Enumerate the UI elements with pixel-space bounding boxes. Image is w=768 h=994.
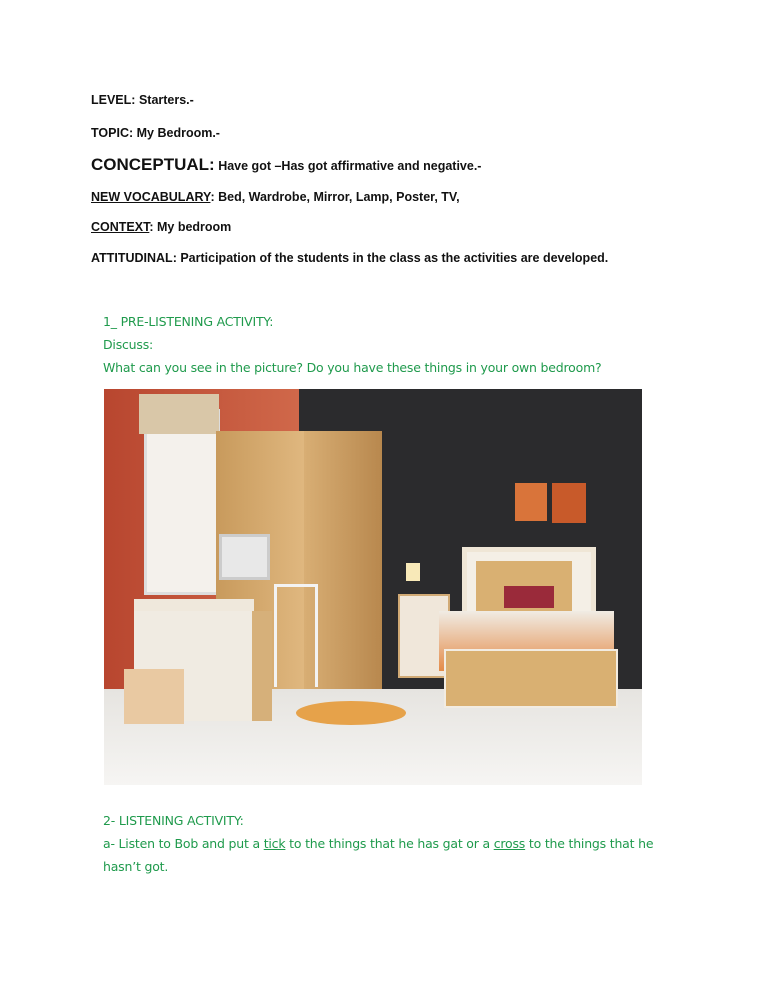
level-line [91,93,194,107]
attitudinal-line [91,251,608,265]
vocab-line [91,190,460,204]
activity2-instruction [103,836,653,851]
conceptual-value: Have got –Has got affirmative and negative.- [218,159,482,173]
instruction-text: a- Listen to Bob and put a [103,836,264,851]
context-value: : My bedroom [149,220,232,234]
activity2-title: 2- LISTENING ACTIVITY: [103,813,244,828]
vocab-value: : Bed, Wardrobe, Mirror, Lamp, Poster, TV, [210,190,460,204]
context-label: CONTEXT [91,220,150,234]
activity1-title: 1_ PRE-LISTENING ACTIVITY: [103,314,274,329]
activity1-question: What can you see in the picture? Do you have these things in your own bedroom? [103,360,602,375]
attitudinal-label: ATTITUDINAL: [91,251,177,265]
topic-line [91,126,220,140]
attitudinal-value: Participation of the students in the class as the activities are developed. [180,251,609,265]
activity1-discuss: Discuss: [103,337,154,352]
cross-word: cross [493,836,526,851]
conceptual-line [91,155,481,175]
level-value: Starters.- [138,93,194,107]
topic-label: TOPIC: [91,126,134,140]
instruction-text: to the things that he [525,836,654,851]
tick-word: tick [263,836,286,851]
instruction-text: to the things that he has gat or a [285,836,494,851]
vocab-label: NEW VOCABULARY [91,190,211,204]
bedroom-photo [104,389,642,785]
activity2-instruction-line2: hasn’t got. [103,859,169,874]
context-line [91,220,231,234]
level-label: LEVEL: [91,93,136,107]
conceptual-label: CONCEPTUAL: [91,155,215,174]
topic-value: My Bedroom.- [136,126,220,140]
